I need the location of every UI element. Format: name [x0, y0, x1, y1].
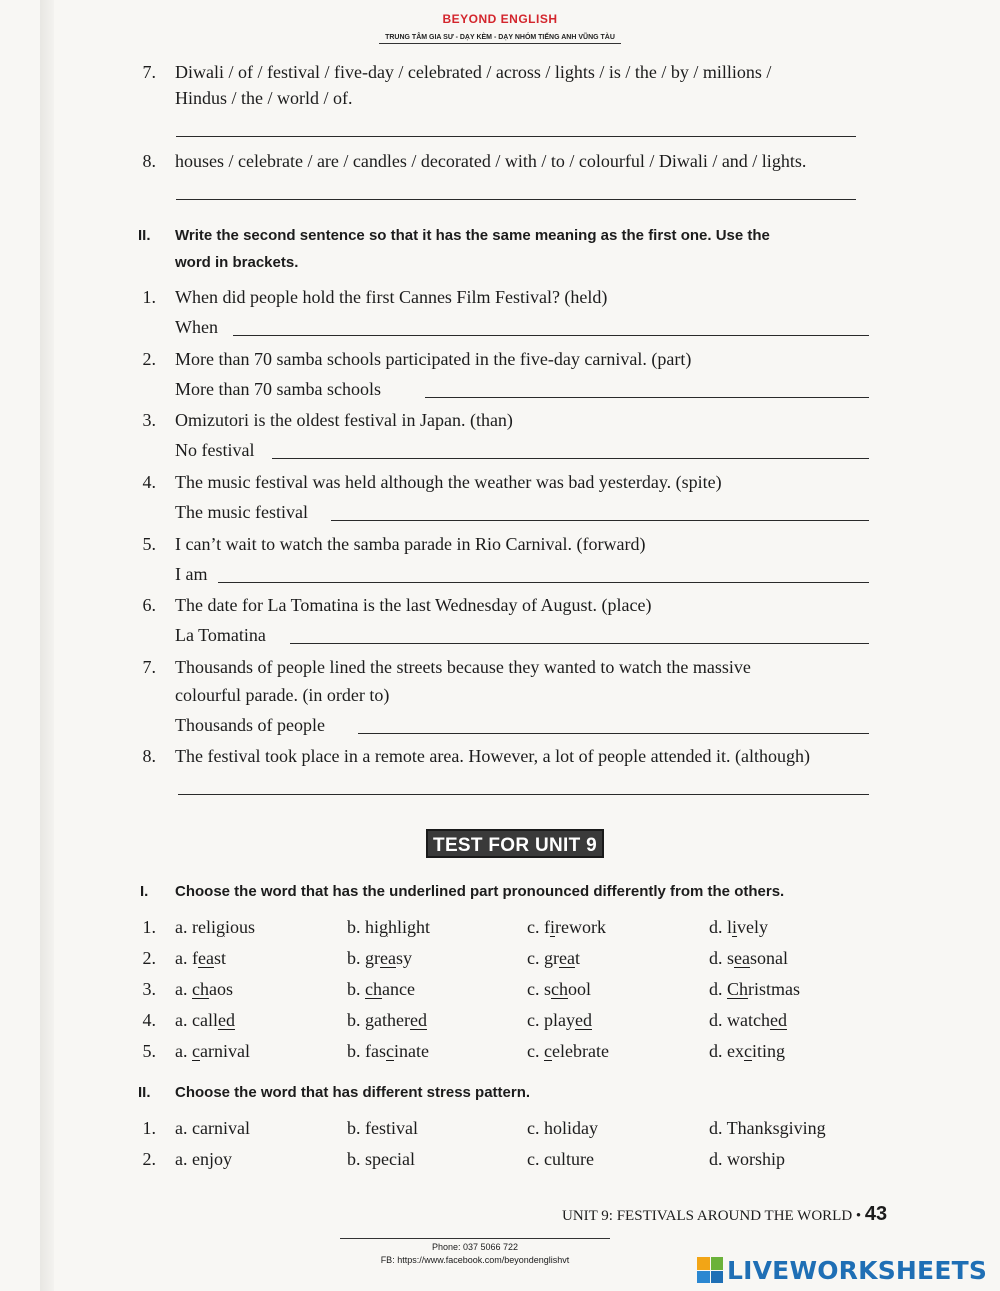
source-sentence: I can’t wait to watch the samba parade in Rio Carnival. (forward) [175, 534, 646, 554]
answer-line[interactable] [272, 458, 869, 459]
underlined-part: ch [192, 979, 209, 999]
underlined-part: ea [734, 948, 750, 968]
page-binding-shadow [40, 0, 54, 1291]
answer-option[interactable]: b. chance [347, 979, 415, 999]
answer-option[interactable]: a. chaos [175, 979, 233, 999]
section-numeral: II. [138, 227, 151, 244]
underlined-part: ed [574, 1010, 592, 1030]
underlined-part: ea [558, 948, 575, 968]
brand-header [0, 12, 1000, 44]
answer-option[interactable]: d. Christmas [709, 979, 801, 999]
underlined-part: c [544, 1041, 552, 1061]
item-number: 7. [142, 62, 156, 82]
item-number: 1. [142, 287, 156, 307]
answer-option[interactable]: a. carnival [175, 1041, 250, 1061]
underlined-part: ed [217, 1010, 235, 1030]
source-sentence: The date for La Tomatina is the last Wednesday of August. (place) [175, 595, 652, 615]
underlined-part: c [192, 1041, 200, 1061]
item-number: 3. [142, 410, 156, 430]
underlined-part: ed [409, 1010, 427, 1030]
liveworksheets-logo-icon [697, 1257, 723, 1283]
underlined-part: ch [551, 979, 568, 999]
liveworksheets-watermark [697, 1253, 987, 1287]
sentence-prompt: No festival [175, 440, 255, 460]
answer-option[interactable]: c. school [527, 979, 592, 999]
answer-option[interactable]: c. culture [527, 1149, 594, 1169]
reorder-words-line: Hindus / the / world / of. [175, 88, 353, 108]
underlined-part: i [732, 917, 738, 937]
answer-option[interactable]: b. gathered [347, 1010, 427, 1030]
sentence-prompt: Thousands of people [175, 715, 325, 735]
section-numeral: II. [138, 1084, 151, 1101]
answer-line[interactable] [331, 520, 869, 521]
unit-title: UNIT 9: FESTIVALS AROUND THE WORLD [562, 1208, 853, 1224]
source-sentence: Thousands of people lined the streets because they wanted to watch the massive [175, 657, 751, 677]
item-number: 7. [142, 657, 156, 677]
item-number: 3. [142, 979, 156, 999]
underlined-part: c [744, 1041, 752, 1061]
answer-line[interactable] [425, 397, 869, 398]
item-number: 8. [142, 746, 156, 766]
answer-option[interactable]: b. fascinate [347, 1041, 429, 1061]
item-number: 4. [142, 472, 156, 492]
answer-option[interactable]: a. called [175, 1010, 235, 1030]
source-sentence: Omizutori is the oldest festival in Japan. (than) [175, 410, 513, 430]
answer-line[interactable] [233, 335, 869, 336]
answer-option[interactable]: b. special [347, 1149, 415, 1169]
answer-line[interactable] [178, 794, 869, 795]
brand-name: BEYOND ENGLISH [442, 12, 558, 26]
answer-option[interactable]: d. Thanksgiving [709, 1118, 826, 1138]
answer-option[interactable]: b. greasy [347, 948, 412, 968]
item-number: 2. [142, 349, 156, 369]
item-number: 5. [142, 1041, 156, 1061]
section-numeral: I. [140, 883, 149, 900]
underlined-part: ea [380, 948, 396, 968]
source-sentence: The music festival was held although the weather was bad yesterday. (spite) [175, 472, 722, 492]
underlined-part: ea [197, 948, 214, 968]
underlined-part: i [549, 917, 555, 937]
item-number: 5. [142, 534, 156, 554]
brand-tagline: TRUNG TÂM GIA SƯ - DẠY KÈM - DẠY NHÓM TIẾNG ANH VŨNG TÀU [379, 33, 621, 44]
answer-option[interactable]: d. worship [709, 1149, 785, 1169]
contact-phone: Phone: 037 5066 722 [431, 1242, 519, 1252]
reorder-words-line: Diwali / of / festival / five-day / celebrated / across / lights / is / the / by / millions / [175, 62, 772, 82]
item-number: 2. [142, 1149, 156, 1169]
source-sentence: More than 70 samba schools participated in the five-day carnival. (part) [175, 349, 692, 369]
section-instruction: word in brackets. [175, 254, 299, 271]
source-sentence: When did people hold the first Cannes Film Festival? (held) [175, 287, 608, 307]
answer-line[interactable] [218, 582, 869, 583]
page-footer [562, 1203, 887, 1227]
answer-option[interactable]: a. religious [175, 917, 255, 937]
reorder-words-line: houses / celebrate / are / candles / decorated / with / to / colourful / Diwali / and / lights. [175, 151, 807, 171]
answer-option[interactable]: c. firework [527, 917, 606, 937]
answer-option[interactable]: b. festival [347, 1118, 418, 1138]
underlined-part: g [379, 917, 389, 937]
source-sentence-continued: colourful parade. (in order to) [175, 685, 390, 705]
answer-option[interactable]: c. celebrate [527, 1041, 609, 1061]
answer-option[interactable]: d. watched [709, 1010, 787, 1030]
item-number: 1. [142, 917, 156, 937]
answer-option[interactable]: c. played [527, 1010, 592, 1030]
sentence-prompt: The music festival [175, 502, 308, 522]
answer-option[interactable]: c. holiday [527, 1118, 598, 1138]
contact-facebook: FB: https://www.facebook.com/beyondenglishvt [380, 1255, 570, 1265]
answer-line[interactable] [176, 136, 856, 137]
answer-line[interactable] [176, 199, 856, 200]
answer-option[interactable]: c. great [527, 948, 580, 968]
item-number: 6. [142, 595, 156, 615]
source-sentence: The festival took place in a remote area. However, a lot of people attended it. (although) [175, 746, 811, 766]
item-number: 4. [142, 1010, 156, 1030]
underlined-part: c [386, 1041, 394, 1061]
sentence-prompt: When [175, 317, 218, 337]
underlined-part: Ch [727, 979, 749, 999]
answer-option[interactable]: b. highlight [347, 917, 431, 937]
liveworksheets-text: LIVEWORKSHEETS [727, 1255, 988, 1285]
underlined-part: g [215, 917, 225, 937]
footer-bullet: • [855, 1208, 862, 1224]
answer-option[interactable]: d. lively [709, 917, 769, 937]
section-instruction: Write the second sentence so that it has the same meaning as the first one. Use the [175, 227, 770, 244]
sentence-prompt: I am [175, 564, 208, 584]
item-number: 1. [142, 1118, 156, 1138]
underlined-part: ed [769, 1010, 787, 1030]
section-instruction: Choose the word that has the underlined part pronounced differently from the others. [175, 883, 785, 900]
item-number: 8. [142, 151, 156, 171]
contact-info [340, 1238, 610, 1267]
answer-line[interactable] [358, 733, 869, 734]
section-instruction: Choose the word that has different stress pattern. [175, 1084, 531, 1101]
underlined-part: ch [365, 979, 382, 999]
sentence-prompt: More than 70 samba schools [175, 379, 381, 399]
answer-option[interactable]: d. exciting [709, 1041, 786, 1061]
answer-option[interactable]: a. enjoy [175, 1149, 232, 1169]
page-number: 43 [864, 1203, 888, 1225]
answer-option[interactable]: d. seasonal [709, 948, 788, 968]
answer-line[interactable] [290, 643, 869, 644]
test-title-banner: TEST FOR UNIT 9 [426, 829, 604, 858]
answer-option[interactable]: a. carnival [175, 1118, 250, 1138]
answer-option[interactable]: a. feast [175, 948, 226, 968]
sentence-prompt: La Tomatina [175, 625, 266, 645]
item-number: 2. [142, 948, 156, 968]
